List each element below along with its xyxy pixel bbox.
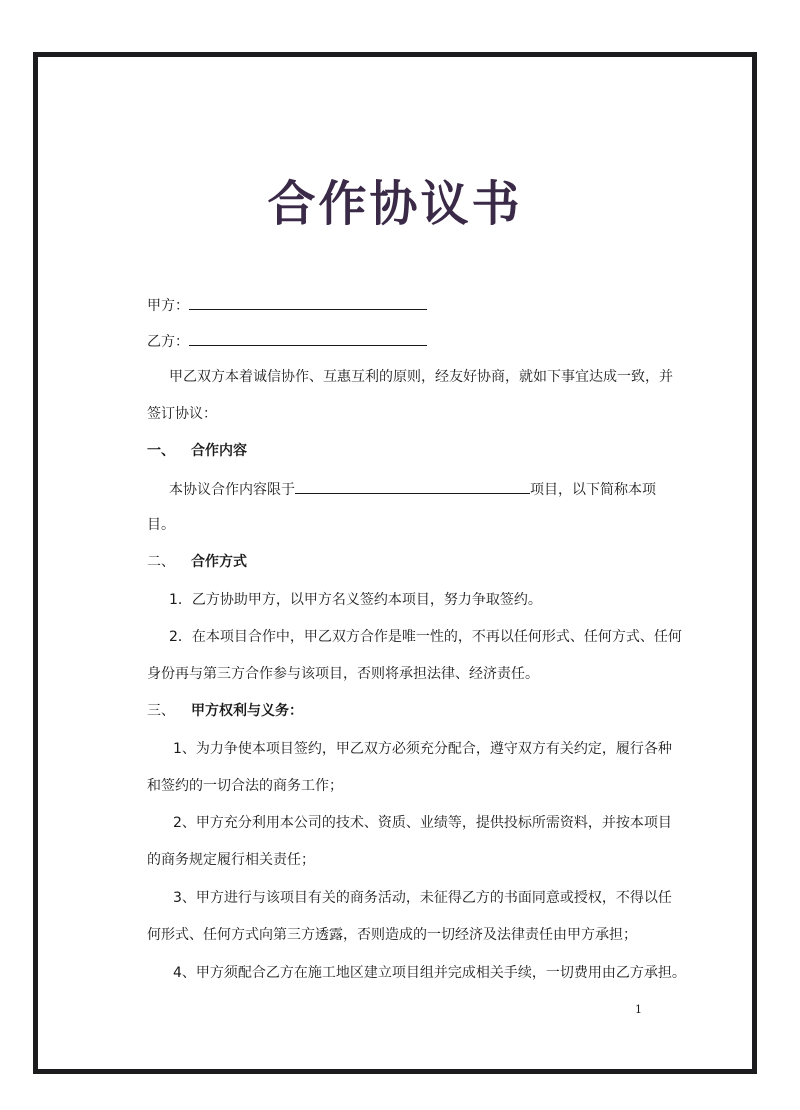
- section-3-item-2: 2、甲方充分利用本公司的技术、资质、业绩等，提供投标所需资料，并按本项目: [173, 815, 672, 831]
- section-1-heading: [147, 441, 657, 461]
- page-frame: [33, 52, 757, 1074]
- section-2-item-2: 2．在本项目合作中，甲乙双方合作是唯一性的，不再以任何形式、任何方式、任何: [169, 629, 682, 645]
- section-3-item-2-cont: 的商务规定履行相关责任；: [147, 852, 315, 868]
- party-a-label: 甲方：: [147, 298, 189, 314]
- party-b-line: [147, 330, 657, 352]
- document-title: 合作协议书: [267, 176, 523, 232]
- section-3-number: 三、: [147, 703, 175, 719]
- section-3-item-3-cont: 何形式、任何方式向第三方透露，否则造成的一切经济及法律责任由甲方承担；: [147, 927, 637, 943]
- party-a-blank[interactable]: [189, 294, 427, 310]
- page-number: 1: [635, 1003, 642, 1016]
- section-2-item-1: 1．乙方协助甲方，以甲方名义签约本项目，努力争取签约。: [169, 592, 542, 608]
- section-3-title: 甲方权利与义务：: [191, 703, 303, 719]
- project-name-blank[interactable]: [295, 478, 530, 494]
- section-3-item-1: 1、为力争使本项目签约，甲乙双方必须充分配合，遵守双方有关约定，履行各种: [173, 741, 672, 757]
- section-1-number: 一、: [147, 443, 175, 459]
- section-1-body-line-1: [147, 478, 679, 500]
- section-2-item-2-cont: 身份再与第三方合作参与该项目，否则将承担法律、经济责任。: [147, 666, 539, 682]
- section-3-item-3: 3、甲方进行与该项目有关的商务活动，未征得乙方的书面同意或授权，不得以任: [173, 890, 672, 906]
- party-a-line: [147, 294, 657, 316]
- section-1-title: 合作内容: [191, 443, 247, 459]
- section-1-body-line-2: 目。: [147, 517, 175, 533]
- section-2-title: 合作方式: [191, 554, 247, 570]
- section-2-heading: [147, 552, 657, 572]
- section-3-heading: [147, 701, 657, 721]
- section-1-body-after: 项目，以下简称本项: [530, 482, 656, 498]
- section-3-item-4: 4、甲方须配合乙方在施工地区建立项目组并完成相关手续，一切费用由乙方承担。: [173, 965, 686, 981]
- section-2-number: 二、: [147, 554, 175, 570]
- section-1-body-before: 本协议合作内容限于: [169, 482, 295, 498]
- intro-line-1: 甲乙双方本着诚信协作、互惠互利的原则，经友好协商，就如下事宜达成一致，并: [169, 369, 673, 385]
- section-3-item-1-cont: 和签约的一切合法的商务工作；: [147, 778, 343, 794]
- party-b-label: 乙方：: [147, 334, 189, 350]
- intro-line-2: 签订协议：: [147, 406, 217, 422]
- party-b-blank[interactable]: [189, 330, 427, 346]
